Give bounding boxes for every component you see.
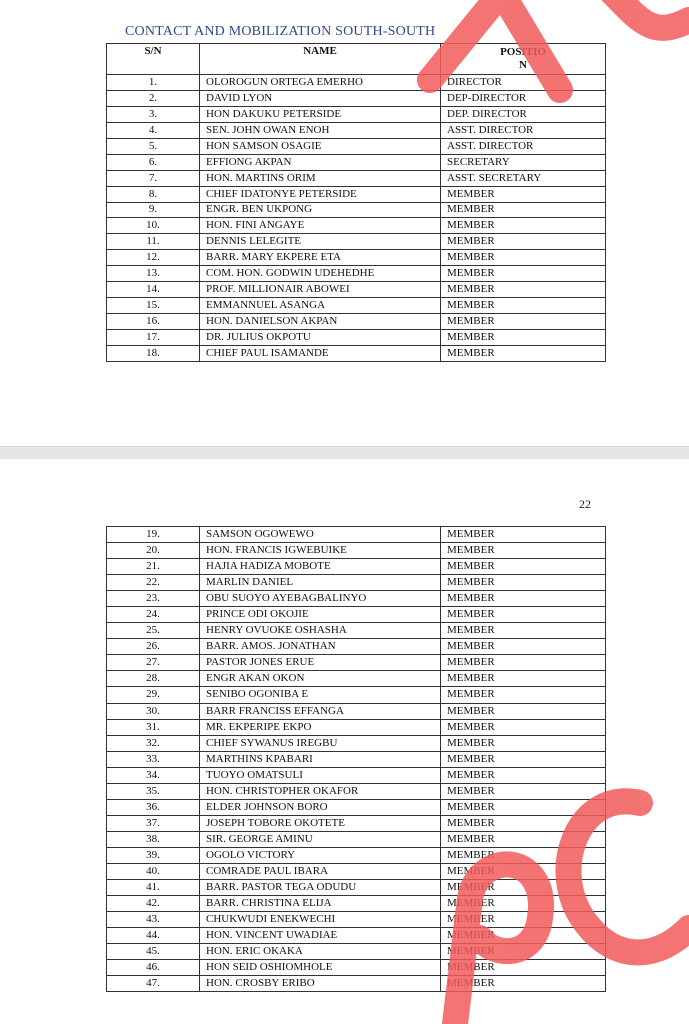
table-row: [107, 75, 606, 91]
row-position: MEMBER: [441, 928, 606, 944]
table-row: [107, 815, 606, 831]
table-row: [107, 527, 606, 543]
row-position: MEMBER: [441, 976, 606, 992]
row-sn: 37.: [107, 815, 200, 831]
table-row: [107, 831, 606, 847]
row-name: HON DAKUKU PETERSIDE: [200, 106, 441, 122]
roster-table-2-body: [107, 527, 606, 992]
table-row: [107, 154, 606, 170]
row-name: HON. VINCENT UWADIAE: [200, 928, 441, 944]
row-name: COMRADE PAUL IBARA: [200, 863, 441, 879]
row-sn: 21.: [107, 559, 200, 575]
row-sn: 23.: [107, 591, 200, 607]
row-position: MEMBER: [441, 298, 606, 314]
sn-column-header: S/N: [107, 44, 200, 75]
row-sn: 45.: [107, 944, 200, 960]
table-row: [107, 655, 606, 671]
row-name: OBU SUOYO AYEBAGBALINYO: [200, 591, 441, 607]
row-name: HON. DANIELSON AKPAN: [200, 314, 441, 330]
row-name: MARTHINS KPABARI: [200, 751, 441, 767]
row-name: DR. JULIUS OKPOTU: [200, 330, 441, 346]
row-sn: 8.: [107, 186, 200, 202]
row-name: PRINCE ODI OKOJIE: [200, 607, 441, 623]
row-name: COM. HON. GODWIN UDEHEDHE: [200, 266, 441, 282]
row-sn: 46.: [107, 960, 200, 976]
row-sn: 2.: [107, 90, 200, 106]
row-sn: 5.: [107, 138, 200, 154]
row-name: DAVID LYON: [200, 90, 441, 106]
row-sn: 29.: [107, 687, 200, 703]
table-row: [107, 767, 606, 783]
row-sn: 19.: [107, 527, 200, 543]
row-name: HON. CHRISTOPHER OKAFOR: [200, 783, 441, 799]
document-page-2: [0, 459, 689, 1024]
table-row: [107, 639, 606, 655]
table-row: [107, 880, 606, 896]
row-position: MEMBER: [441, 250, 606, 266]
row-name: HON SAMSON OSAGIE: [200, 138, 441, 154]
table-row: [107, 314, 606, 330]
position-header-line1: POSITIO: [500, 46, 546, 58]
row-name: HON. MARTINS ORIM: [200, 170, 441, 186]
row-position: SECRETARY: [441, 154, 606, 170]
row-sn: 9.: [107, 202, 200, 218]
row-name: SENIBO OGONIBA E: [200, 687, 441, 703]
table-row: [107, 330, 606, 346]
table-row: [107, 607, 606, 623]
row-position: MEMBER: [441, 234, 606, 250]
table-row: [107, 250, 606, 266]
row-sn: 3.: [107, 106, 200, 122]
row-sn: 35.: [107, 783, 200, 799]
row-position: MEMBER: [441, 783, 606, 799]
table-row: [107, 623, 606, 639]
table-row: [107, 751, 606, 767]
row-sn: 32.: [107, 735, 200, 751]
row-position: MEMBER: [441, 847, 606, 863]
row-sn: 11.: [107, 234, 200, 250]
table-row: [107, 687, 606, 703]
row-name: HAJIA HADIZA MOBOTE: [200, 559, 441, 575]
row-sn: 14.: [107, 282, 200, 298]
row-name: ENGR. BEN UKPONG: [200, 202, 441, 218]
row-position: MEMBER: [441, 623, 606, 639]
row-name: HON SEID OSHIOMHOLE: [200, 960, 441, 976]
row-name: BARR. AMOS. JONATHAN: [200, 639, 441, 655]
table-row: [107, 735, 606, 751]
table-row: [107, 799, 606, 815]
table-row: [107, 575, 606, 591]
row-position: MEMBER: [441, 735, 606, 751]
row-position: MEMBER: [441, 751, 606, 767]
row-position: MEMBER: [441, 607, 606, 623]
row-name: TUOYO OMATSULI: [200, 767, 441, 783]
page-number: 22: [579, 497, 591, 511]
row-sn: 43.: [107, 912, 200, 928]
table-row: [107, 960, 606, 976]
row-name: HON. ERIC OKAKA: [200, 944, 441, 960]
row-name: HON. CROSBY ERIBO: [200, 976, 441, 992]
table-row: [107, 896, 606, 912]
row-position: MEMBER: [441, 345, 606, 361]
row-name: ELDER JOHNSON BORO: [200, 799, 441, 815]
table-row: [107, 719, 606, 735]
row-position: MEMBER: [441, 815, 606, 831]
row-sn: 41.: [107, 880, 200, 896]
row-name: CHIEF PAUL ISAMANDE: [200, 345, 441, 361]
row-sn: 15.: [107, 298, 200, 314]
row-position: MEMBER: [441, 912, 606, 928]
row-name: PASTOR JONES ERUE: [200, 655, 441, 671]
row-position: MEMBER: [441, 671, 606, 687]
table-row: [107, 703, 606, 719]
page-separator: [0, 446, 689, 460]
row-sn: 33.: [107, 751, 200, 767]
row-sn: 39.: [107, 847, 200, 863]
row-sn: 30.: [107, 703, 200, 719]
row-position: ASST. DIRECTOR: [441, 122, 606, 138]
row-position: MEMBER: [441, 655, 606, 671]
position-column-header: [441, 44, 606, 75]
row-position: ASST. SECRETARY: [441, 170, 606, 186]
table-row: [107, 170, 606, 186]
table-row: [107, 90, 606, 106]
table-row: [107, 282, 606, 298]
row-sn: 20.: [107, 543, 200, 559]
row-name: SEN. JOHN OWAN ENOH: [200, 122, 441, 138]
document-page-1: [0, 0, 689, 446]
name-column-header: NAME: [200, 44, 441, 75]
row-sn: 25.: [107, 623, 200, 639]
row-name: BARR. PASTOR TEGA ODUDU: [200, 880, 441, 896]
row-position: MEMBER: [441, 218, 606, 234]
row-position: ASST. DIRECTOR: [441, 138, 606, 154]
table-row: [107, 106, 606, 122]
row-name: MARLIN DANIEL: [200, 575, 441, 591]
row-position: MEMBER: [441, 543, 606, 559]
table-row: [107, 543, 606, 559]
row-name: MR. EKPERIPE EKPO: [200, 719, 441, 735]
table-row: [107, 912, 606, 928]
row-position: MEMBER: [441, 960, 606, 976]
row-position: MEMBER: [441, 880, 606, 896]
table-row: [107, 218, 606, 234]
row-position: MEMBER: [441, 591, 606, 607]
row-position: MEMBER: [441, 527, 606, 543]
row-sn: 42.: [107, 896, 200, 912]
row-position: MEMBER: [441, 719, 606, 735]
table-header-row: [107, 44, 606, 75]
row-name: CHIEF IDATONYE PETERSIDE: [200, 186, 441, 202]
row-position: MEMBER: [441, 896, 606, 912]
row-position: MEMBER: [441, 575, 606, 591]
row-sn: 26.: [107, 639, 200, 655]
row-name: BARR. MARY EKPERE ETA: [200, 250, 441, 266]
table-row: [107, 928, 606, 944]
row-sn: 22.: [107, 575, 200, 591]
row-sn: 12.: [107, 250, 200, 266]
row-position: MEMBER: [441, 186, 606, 202]
row-position: MEMBER: [441, 639, 606, 655]
table-row: [107, 783, 606, 799]
table-row: [107, 847, 606, 863]
document-title: CONTACT AND MOBILIZATION SOUTH-SOUTH: [125, 24, 436, 39]
row-position: MEMBER: [441, 863, 606, 879]
row-position: DIRECTOR: [441, 75, 606, 91]
row-sn: 17.: [107, 330, 200, 346]
table-row: [107, 671, 606, 687]
row-name: DENNIS LELEGITE: [200, 234, 441, 250]
row-name: HON. FINI ANGAYE: [200, 218, 441, 234]
roster-table-1: [106, 43, 606, 362]
row-name: EMMANNUEL ASANGA: [200, 298, 441, 314]
table-row: [107, 863, 606, 879]
table-row: [107, 202, 606, 218]
row-name: SIR. GEORGE AMINU: [200, 831, 441, 847]
row-position: MEMBER: [441, 266, 606, 282]
row-position: MEMBER: [441, 282, 606, 298]
row-sn: 10.: [107, 218, 200, 234]
row-sn: 13.: [107, 266, 200, 282]
row-sn: 40.: [107, 863, 200, 879]
row-name: OLOROGUN ORTEGA EMERHO: [200, 75, 441, 91]
row-name: EFFIONG AKPAN: [200, 154, 441, 170]
row-name: JOSEPH TOBORE OKOTETE: [200, 815, 441, 831]
row-name: HON. FRANCIS IGWEBUIKE: [200, 543, 441, 559]
row-name: ENGR AKAN OKON: [200, 671, 441, 687]
row-position: MEMBER: [441, 944, 606, 960]
table-row: [107, 234, 606, 250]
row-name: HENRY OVUOKE OSHASHA: [200, 623, 441, 639]
row-position: MEMBER: [441, 767, 606, 783]
table-row: [107, 138, 606, 154]
row-position: MEMBER: [441, 703, 606, 719]
row-position: DEP. DIRECTOR: [441, 106, 606, 122]
row-position: DEP-DIRECTOR: [441, 90, 606, 106]
table-row: [107, 591, 606, 607]
row-sn: 31.: [107, 719, 200, 735]
row-name: PROF. MILLIONAIR ABOWEI: [200, 282, 441, 298]
row-position: MEMBER: [441, 559, 606, 575]
row-name: OGOLO VICTORY: [200, 847, 441, 863]
table-row: [107, 559, 606, 575]
row-sn: 6.: [107, 154, 200, 170]
table-row: [107, 976, 606, 992]
roster-table-1-body: [107, 75, 606, 362]
row-sn: 27.: [107, 655, 200, 671]
table-row: [107, 186, 606, 202]
row-sn: 44.: [107, 928, 200, 944]
table-row: [107, 266, 606, 282]
row-sn: 34.: [107, 767, 200, 783]
row-position: MEMBER: [441, 799, 606, 815]
row-name: SAMSON OGOWEWO: [200, 527, 441, 543]
table-row: [107, 345, 606, 361]
row-sn: 36.: [107, 799, 200, 815]
row-position: MEMBER: [441, 831, 606, 847]
row-sn: 4.: [107, 122, 200, 138]
row-sn: 24.: [107, 607, 200, 623]
roster-table-2: [106, 526, 606, 992]
table-row: [107, 298, 606, 314]
row-sn: 16.: [107, 314, 200, 330]
row-name: CHIEF SYWANUS IREGBU: [200, 735, 441, 751]
row-sn: 1.: [107, 75, 200, 91]
row-position: MEMBER: [441, 202, 606, 218]
row-sn: 28.: [107, 671, 200, 687]
position-header-line2: N: [519, 59, 527, 71]
table-row: [107, 944, 606, 960]
row-sn: 47.: [107, 976, 200, 992]
table-row: [107, 122, 606, 138]
row-position: MEMBER: [441, 314, 606, 330]
row-sn: 18.: [107, 345, 200, 361]
row-name: BARR. CHRISTINA ELIJA: [200, 896, 441, 912]
row-name: BARR FRANCISS EFFANGA: [200, 703, 441, 719]
row-position: MEMBER: [441, 330, 606, 346]
row-sn: 38.: [107, 831, 200, 847]
row-position: MEMBER: [441, 687, 606, 703]
row-name: CHUKWUDI ENEKWECHI: [200, 912, 441, 928]
row-sn: 7.: [107, 170, 200, 186]
